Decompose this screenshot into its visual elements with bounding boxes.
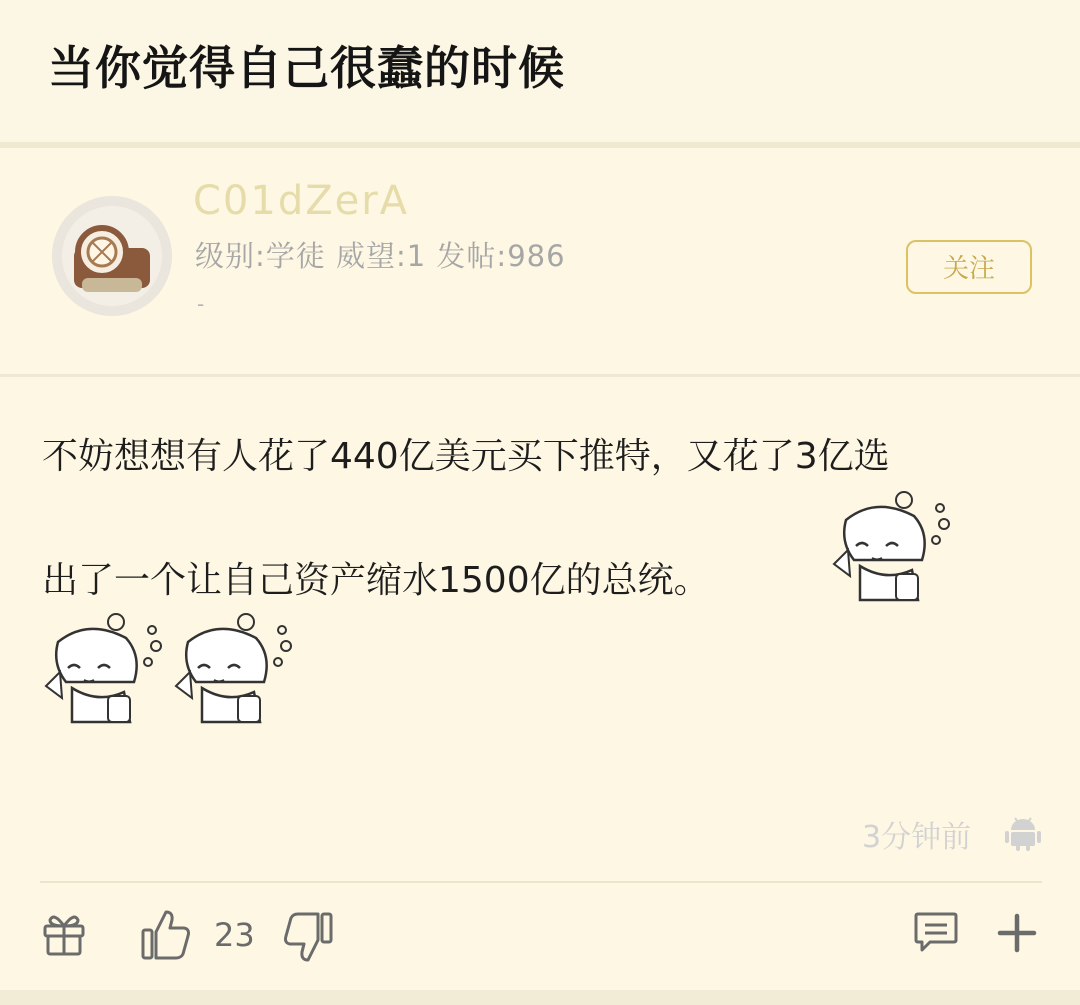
android-icon: [1003, 812, 1043, 852]
post-text-line-1: 不妨想想有人花了440亿美元买下推特，又花了3亿选: [42, 436, 890, 477]
diving-helmet-icon: [52, 196, 172, 316]
footer-divider: [40, 881, 1042, 883]
thumbs-up-icon[interactable]: [140, 908, 192, 962]
author-name[interactable]: C01dZerA: [193, 178, 410, 224]
author-extra: -: [197, 292, 205, 316]
anime-girl-sticker: [826, 490, 952, 602]
like-count: 23: [214, 916, 255, 954]
post-timestamp: 3分钟前: [862, 820, 972, 855]
page-title: 当你觉得自己很蠢的时候: [48, 41, 565, 95]
plus-icon[interactable]: [996, 912, 1038, 954]
follow-button[interactable]: 关注: [906, 240, 1032, 294]
gift-icon[interactable]: [40, 910, 88, 956]
thumbs-down-icon[interactable]: [282, 910, 334, 964]
header-divider: [0, 142, 1080, 148]
avatar[interactable]: [52, 196, 172, 316]
anime-girl-sticker: [38, 612, 164, 724]
bottom-strip: [0, 990, 1080, 1005]
anime-girl-sticker: [168, 612, 294, 724]
comment-icon[interactable]: [912, 908, 960, 956]
author-meta: 级别:学徒 威望:1 发帖:986: [195, 239, 566, 273]
author-divider: [0, 374, 1080, 377]
post-text-line-2: 出了一个让自己资产缩水1500亿的总统。: [42, 560, 710, 601]
